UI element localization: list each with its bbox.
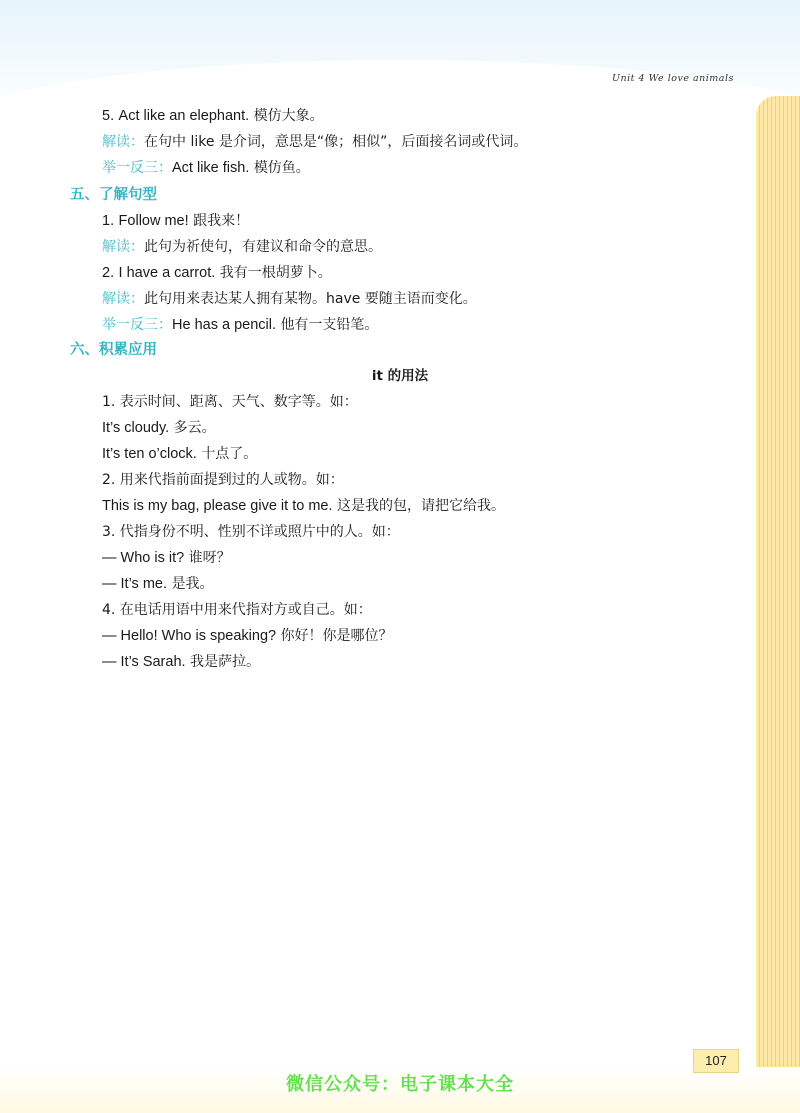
example-english: — It’s me. (102, 576, 167, 592)
usage-1: 1. 表示时间、距离、天气、数字等。如： (102, 394, 358, 410)
note-imperative (102, 234, 382, 260)
example-english: It’s ten o’clock. (102, 446, 197, 462)
example-english: — Hello! Who is speaking? (102, 628, 277, 644)
example-has-pencil (102, 312, 378, 338)
example-chinese: 多云。 (173, 420, 216, 436)
usage-4-example-b (102, 649, 260, 675)
section-heading-6: 六、积累应用 (70, 342, 157, 358)
pattern-2 (102, 260, 332, 286)
watermark-text: 微信公众号：电子课本大全 (286, 1074, 514, 1095)
note-label: 解读： (102, 291, 144, 307)
example-label: 举一反三： (102, 317, 172, 333)
example-english: — It’s Sarah. (102, 654, 186, 670)
pattern-english: Follow me! (118, 213, 189, 229)
pattern-1 (102, 208, 249, 234)
usage-3: 3. 代指身份不明、性别不详或照片中的人。如： (102, 524, 400, 540)
usage-1-example-a (102, 415, 216, 441)
running-header: Unit 4 We love animals (612, 73, 734, 84)
page-number: 107 (693, 1049, 739, 1073)
sentence-5 (102, 103, 324, 129)
pattern-chinese: 我有一根胡萝卜。 (219, 265, 332, 281)
usage-3-example-b (102, 571, 213, 597)
pattern-chinese: 跟我来！ (193, 213, 250, 229)
example-chinese: 我是萨拉。 (190, 654, 260, 670)
example-chinese: 他有一支铅笔。 (280, 317, 379, 333)
section-heading-5: 五、了解句型 (70, 187, 157, 203)
usage-2-example (102, 493, 505, 519)
book-page-edges (756, 96, 800, 1113)
sentence-english: Act like an elephant. (118, 108, 250, 124)
note-text: 在句中 like 是介词，意思是“像；相似”，后面接名词或代词。 (144, 134, 528, 150)
usage-2: 2. 用来代指前面提到过的人或物。如： (102, 472, 344, 488)
example-english: He has a pencil. (172, 317, 276, 333)
example-chinese: 是我。 (171, 576, 214, 592)
note-like (102, 129, 527, 155)
example-english: This is my bag, please give it to me. (102, 498, 333, 514)
usage-4-example-a (102, 623, 393, 649)
sentence-number: 5. (102, 108, 115, 124)
usage-3-example-a (102, 545, 231, 571)
note-have (102, 286, 477, 312)
note-text: 此句用来表达某人拥有某物。have 要随主语而变化。 (144, 291, 477, 307)
example-chinese: 十点了。 (201, 446, 258, 462)
example-chinese: 谁呀？ (188, 550, 231, 566)
example-english: It’s cloudy. (102, 420, 170, 436)
usage-1-example-b (102, 441, 257, 467)
pattern-english: I have a carrot. (118, 265, 216, 281)
sentence-chinese: 模仿大象。 (253, 108, 324, 124)
example-label: 举一反三： (102, 160, 172, 176)
example-english: — Who is it? (102, 550, 185, 566)
note-label: 解读： (102, 134, 144, 150)
pattern-number: 1. (102, 213, 115, 229)
example-chinese: 这是我的包，请把它给我。 (336, 498, 505, 514)
example-chinese: 你好！你是哪位？ (280, 628, 393, 644)
example-chinese: 模仿鱼。 (253, 160, 310, 176)
pattern-number: 2. (102, 265, 115, 281)
note-label: 解读： (102, 239, 144, 255)
usage-4: 4. 在电话用语中用来代指对方或自己。如： (102, 602, 372, 618)
example-english: Act like fish. (172, 160, 250, 176)
usage-title: it 的用法 (371, 368, 429, 384)
note-text: 此句为祈使句，有建议和命令的意思。 (144, 239, 382, 255)
example-act-like-fish (102, 155, 310, 181)
